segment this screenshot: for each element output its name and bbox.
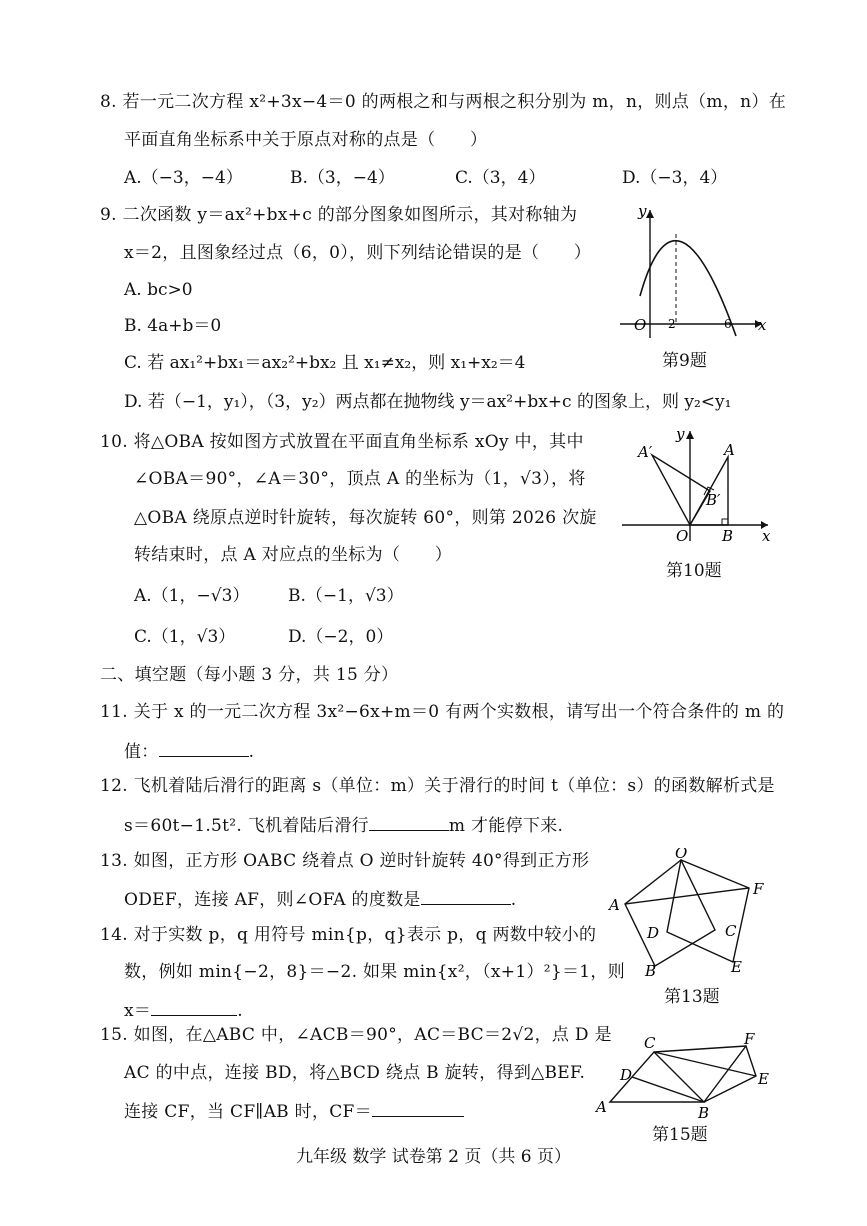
square-odef bbox=[667, 860, 749, 962]
segment-ce bbox=[654, 1052, 756, 1076]
figure-10-rotation bbox=[618, 425, 778, 555]
figure-15-triangles bbox=[592, 1032, 782, 1120]
q15-line2: AC 的中点，连接 BD，将△BCD 绕点 B 旋转，得到△BEF. bbox=[124, 1063, 586, 1083]
q10-option-b: B.（−1，√3） bbox=[288, 586, 404, 606]
q10-line4: 转结束时，点 A 对应点的坐标为（ ） bbox=[134, 545, 453, 565]
q14-line3: x＝ . bbox=[124, 997, 243, 1023]
fig15-caption: 第15题 bbox=[652, 1125, 708, 1145]
q10-line1: 10. 将△OBA 按如图方式放置在平面直角坐标系 xOy 中，其中 bbox=[100, 432, 584, 452]
fig9-tick-6: 6 bbox=[724, 317, 732, 331]
q15-answer-blank[interactable] bbox=[372, 1098, 464, 1117]
q8-option-c: C.（3，4） bbox=[455, 168, 546, 188]
fig15-point-d: D bbox=[620, 1066, 633, 1084]
q12-line2: s＝60t−1.5t². 飞机着陆后滑行 m 才能停下来. bbox=[124, 812, 563, 838]
q11-line1: 11. 关于 x 的一元二次方程 3x²−6x+m＝0 有两个实数根，请写出一个符合条件的 m 的 bbox=[100, 702, 785, 722]
fig10-point-b-prime: B′ bbox=[706, 491, 721, 509]
q12-answer-blank[interactable] bbox=[369, 812, 449, 831]
q10-line3: △OBA 绕原点逆时针旋转，每次旋转 60°，则第 2026 次旋 bbox=[134, 508, 597, 528]
q14-line2: 数，例如 min{−2，8}＝−2. 如果 min{x²，（x+1）²}＝1，则 bbox=[124, 962, 626, 982]
parabola-curve bbox=[640, 241, 736, 336]
q9-option-c: C. 若 ax₁²+bx₁＝ax₂²+bx₂ 且 x₁≠x₂，则 x₁+x₂＝4 bbox=[124, 353, 526, 373]
q9-line2: x＝2，且图象经过点（6，0），则下列结论错误的是（ ） bbox=[124, 243, 592, 263]
fig10-point-a: A bbox=[724, 441, 735, 459]
q12-line1: 12. 飞机着陆后滑行的距离 s（单位：m）关于滑行的时间 t（单位：s）的函数解析式是 bbox=[100, 776, 775, 796]
fig15-point-a: A bbox=[596, 1098, 607, 1116]
q8-line1: 8. 若一元二次方程 x²+3x−4＝0 的两根之和与两根之积分别为 m，n，则点（m，n）在 bbox=[100, 92, 786, 112]
fig9-x-label: x bbox=[758, 316, 767, 334]
segment-af bbox=[625, 888, 749, 904]
fig13-point-e: E bbox=[731, 958, 742, 976]
q8-line2: 平面直角坐标系中关于原点对称的点是（ ） bbox=[124, 130, 488, 150]
triangle-rotated bbox=[652, 455, 710, 525]
fig13-point-c: C bbox=[725, 922, 737, 940]
q14-line1: 14. 对于实数 p，q 用符号 min{p，q}表示 p，q 两数中较小的 bbox=[100, 925, 597, 945]
page-footer: 九年级 数学 试卷第 2 页（共 6 页） bbox=[295, 1147, 572, 1167]
fig10-x-label: x bbox=[762, 527, 771, 545]
fig9-y-label: y bbox=[638, 202, 647, 220]
q8-option-d: D.（−3，4） bbox=[622, 168, 728, 188]
q10-line2: ∠OBA＝90°，∠A＝30°，顶点 A 的坐标为（1，√3），将 bbox=[134, 469, 586, 489]
q9-option-a: A. bc>0 bbox=[124, 280, 193, 300]
fig13-point-b: B bbox=[645, 962, 657, 978]
fig9-caption: 第9题 bbox=[662, 351, 707, 371]
segment-cf bbox=[654, 1046, 746, 1052]
segment-bd bbox=[632, 1077, 704, 1102]
fig9-tick-2: 2 bbox=[668, 317, 676, 331]
q10-option-a: A.（1，−√3） bbox=[134, 586, 250, 606]
q11-line2: 值： . bbox=[124, 738, 254, 764]
q9-option-b: B. 4a+b＝0 bbox=[124, 316, 222, 336]
q10-option-d: D.（−2，0） bbox=[288, 627, 394, 647]
fig15-point-e: E bbox=[758, 1070, 769, 1088]
q9-line1: 9. 二次函数 y＝ax²+bx+c 的部分图象如图所示，其对称轴为 bbox=[100, 205, 578, 225]
fig13-point-a: A bbox=[609, 896, 620, 914]
figure-9-parabola bbox=[612, 200, 772, 340]
fig15-point-b: B bbox=[698, 1104, 710, 1120]
section-2-heading: 二、填空题（每小题 3 分，共 15 分） bbox=[100, 665, 399, 685]
fig13-point-d: D bbox=[647, 924, 660, 942]
q13-line2: ODEF，连接 AF，则∠OFA 的度数是 . bbox=[124, 886, 516, 912]
fig10-point-a-prime: A′ bbox=[638, 443, 653, 461]
figure-13-squares bbox=[605, 848, 775, 978]
fig9-origin-label: O bbox=[634, 316, 647, 334]
q13-answer-blank[interactable] bbox=[421, 886, 511, 905]
fig15-point-f: F bbox=[744, 1032, 755, 1048]
q13-line1: 13. 如图，正方形 OABC 绕着点 O 逆时针旋转 40°得到正方形 bbox=[100, 851, 590, 871]
q15-line3: 连接 CF，当 CF∥AB 时，CF＝ bbox=[124, 1098, 464, 1124]
q9-option-d: D. 若（−1，y₁），（3，y₂）两点都在抛物线 y＝ax²+bx+c 的图象上，则 y₂<y₁ bbox=[124, 392, 732, 412]
fig10-origin-label: O bbox=[676, 527, 689, 545]
q14-answer-blank[interactable] bbox=[151, 997, 237, 1016]
q8-option-a: A.（−3，−4） bbox=[124, 168, 243, 188]
fig13-point-f: F bbox=[753, 880, 764, 898]
q10-option-c: C.（1，√3） bbox=[134, 627, 236, 647]
fig13-point-o: O bbox=[675, 848, 688, 862]
fig10-caption: 第10题 bbox=[666, 561, 722, 581]
q11-answer-blank[interactable] bbox=[159, 738, 249, 757]
fig10-point-b: B bbox=[722, 527, 734, 545]
q8-option-b: B.（3，−4） bbox=[290, 168, 395, 188]
q15-line1: 15. 如图，在△ABC 中，∠ACB＝90°，AC＝BC＝2√2，点 D 是 bbox=[100, 1025, 612, 1045]
fig15-point-c: C bbox=[644, 1034, 656, 1052]
fig10-y-label: y bbox=[676, 425, 685, 443]
fig13-caption: 第13题 bbox=[664, 987, 720, 1007]
